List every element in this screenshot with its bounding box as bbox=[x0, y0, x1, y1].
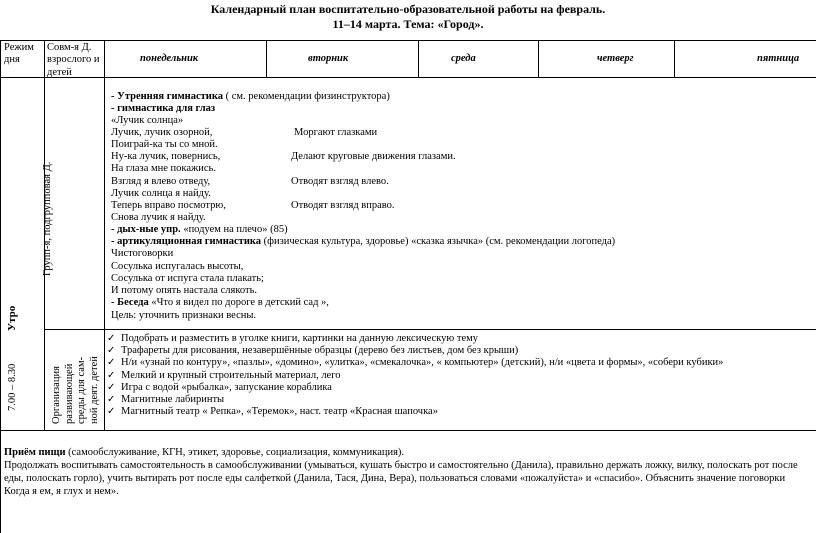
checkmark-icon: ✓ bbox=[107, 394, 116, 405]
poem-line: На глаза мне покажись. bbox=[111, 163, 216, 174]
checkmark-icon: ✓ bbox=[107, 370, 116, 381]
talk bbox=[111, 297, 329, 309]
poem-line: Ну-ка лучик, повернись, bbox=[111, 151, 221, 162]
checkmark-icon: ✓ bbox=[107, 406, 116, 417]
meal-title bbox=[4, 446, 814, 459]
time-label: 7.00 – 8.30 bbox=[7, 363, 18, 411]
environment-label-line: среды для сам- bbox=[76, 356, 87, 424]
meal-text-line: еды, полоскать горло), учить вытирать рот после еды салфеткой (Данила, Тася, Дина, Вера), пользоваться словами «пожалуйста» и «спасибо». Объяснить значение поговорки bbox=[4, 473, 786, 484]
rhyme-line: И потому опять настала слякоть. bbox=[111, 285, 258, 296]
articulation-gymnastics bbox=[111, 236, 615, 248]
meal-text-line: Продолжать воспитывать самостоятельность в самообслуживании (умываться, кушать быстро и самостоятельно (Данила), правильно держать ложку, вилку, полоскать рот после bbox=[4, 460, 798, 471]
table-row-bottom bbox=[0, 430, 816, 431]
poem-line: Теперь вправо посмотрю, bbox=[111, 200, 226, 211]
articulation-title: - артикуляционная гимнастика bbox=[111, 236, 262, 247]
list-item-text: Мелкий и крупный строительный материал, лего bbox=[121, 370, 341, 381]
list-item bbox=[107, 357, 724, 369]
morning-exercise-note: ( см. рекомендации физинструктора) bbox=[222, 91, 390, 102]
header-regime bbox=[4, 42, 34, 67]
breathing-exercise bbox=[111, 224, 288, 236]
breathing-title: - дых-ные упр. bbox=[111, 224, 181, 235]
header-day-thursday: четверг bbox=[597, 53, 634, 64]
col-line-6 bbox=[538, 40, 539, 77]
poem-action: Отводят взгляд влево. bbox=[291, 176, 389, 187]
morning-exercise-title: - Утренняя гимнастика bbox=[111, 91, 223, 102]
group-activity-label: Групп-я, подгрупповая Д. bbox=[42, 161, 53, 276]
list-item-text: Н/и «узнай по контуру», «пазлы», «домино», «улитка», «смекалочка», « компьютер» (детский), н/и «цвета и формы», «собери кубики» bbox=[121, 357, 724, 368]
period-label: Утро bbox=[6, 305, 18, 331]
list-item-text: Игра с водой «рыбалка», запускание кораблика bbox=[121, 382, 332, 393]
environment-label bbox=[51, 334, 103, 424]
col-line-5 bbox=[418, 40, 419, 77]
plan-title: Календарный план воспитательно-образовательной работы на февраль. bbox=[210, 2, 606, 16]
poem-line: Поиграй-ка ты со мной. bbox=[111, 139, 218, 150]
list-item-text: Трафареты для рисования, незавершённые образцы (дерево без листьев, дом без крыши) bbox=[121, 345, 519, 356]
checkmark-icon: ✓ bbox=[107, 382, 116, 393]
bottom-left-line bbox=[0, 430, 1, 533]
table-border-top bbox=[0, 40, 816, 41]
list-item bbox=[107, 394, 225, 406]
checkmark-icon: ✓ bbox=[107, 345, 116, 356]
checkmark-icon: ✓ bbox=[107, 357, 116, 368]
meal-title-bold: Приём пищи bbox=[4, 447, 66, 458]
environment-label-line: развивающей bbox=[63, 363, 75, 424]
header-day-tuesday: вторник bbox=[308, 53, 349, 64]
list-item bbox=[107, 370, 341, 382]
plan-subtitle: 11–14 марта. Тема: «Город». bbox=[332, 17, 484, 31]
list-item bbox=[107, 382, 332, 394]
header-regime-line: Режим bbox=[4, 42, 34, 53]
header-joint-activity bbox=[47, 42, 100, 79]
col-line-1 bbox=[0, 40, 1, 430]
list-item bbox=[107, 333, 479, 345]
poem-line: Лучик, лучик озорной, bbox=[111, 127, 213, 138]
talk-title: - Беседа bbox=[111, 297, 149, 308]
header-joint-line: взрослого и bbox=[47, 54, 100, 66]
environment-label-line: ной деят. детей bbox=[88, 356, 100, 424]
rhyme-line: Сосулька испугалась высоты, bbox=[111, 261, 244, 272]
header-regime-line: дня bbox=[4, 54, 20, 66]
col-line-7 bbox=[674, 40, 675, 77]
header-day-wednesday: среда bbox=[451, 53, 476, 64]
poem-action: Моргают глазками bbox=[294, 127, 378, 138]
list-item-text: Магнитные лабиринты bbox=[121, 394, 225, 405]
morning-exercise bbox=[111, 91, 390, 103]
poem-action: Делают круговые движения глазами. bbox=[291, 151, 456, 162]
row-divider bbox=[44, 329, 816, 330]
list-item bbox=[107, 345, 519, 357]
meal-title-rest: (самообслуживание, КГН, этикет, здоровье, социализация, коммуникация). bbox=[65, 447, 405, 458]
header-day-friday: пятница bbox=[757, 53, 800, 64]
eye-gymnastics-title: - гимнастика для глаз bbox=[111, 103, 216, 114]
poem-line: Лучик солнца я найду. bbox=[111, 188, 211, 199]
header-bottom-line bbox=[0, 77, 816, 78]
header-joint-line: детей bbox=[47, 66, 72, 78]
tongue-twisters-title: Чистоговорки bbox=[111, 248, 174, 259]
breathing-note: «подуем на плечо» (85) bbox=[180, 224, 288, 235]
checkmark-icon: ✓ bbox=[107, 333, 116, 344]
list-item-text: Магнитный театр « Репка», «Теремок», наст. театр «Красная шапочка» bbox=[121, 406, 438, 417]
meal-text-line: Когда я ем, я глух и нем». bbox=[4, 486, 119, 497]
col-line-3 bbox=[104, 40, 105, 430]
header-day-monday: понедельник bbox=[140, 53, 199, 64]
col-line-4 bbox=[266, 40, 267, 77]
rhyme-line: Сосулька от испуга стала плакать; bbox=[111, 273, 264, 284]
environment-label-line: Организация bbox=[51, 366, 62, 424]
poem-action: Отводят взгляд вправо. bbox=[291, 200, 395, 211]
poem-line: Взгляд я влево отведу, bbox=[111, 176, 211, 187]
talk-goal: Цель: уточнить признаки весны. bbox=[111, 310, 257, 321]
header-joint-line: Совм-я Д. bbox=[47, 42, 92, 53]
poem-line: «Лучик солнца» bbox=[111, 115, 184, 126]
articulation-note: (физическая культура, здоровье) «сказка язычка» (см. рекомендации логопеда) bbox=[261, 236, 616, 247]
talk-topic: «Что я видел по дороге в детский сад », bbox=[148, 297, 329, 308]
poem-line: Снова лучик я найду. bbox=[111, 212, 206, 223]
list-item bbox=[107, 406, 438, 418]
list-item-text: Подобрать и разместить в уголке книги, картинки на данную лексическую тему bbox=[121, 333, 479, 344]
